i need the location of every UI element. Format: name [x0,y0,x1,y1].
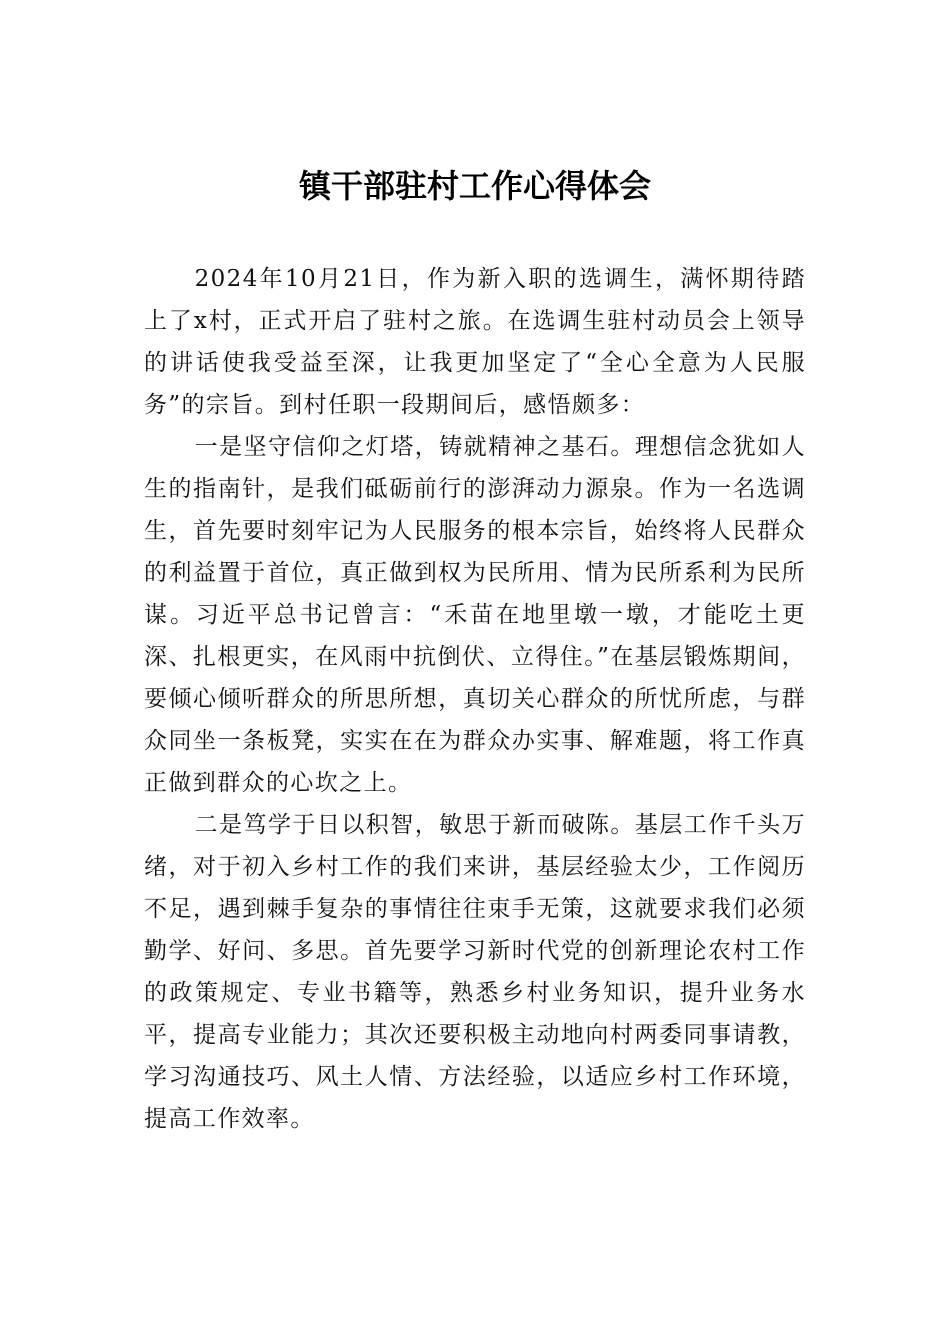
paragraph-point-one-heading: 一是坚守信仰之灯塔，铸就精神之基石。 [194,434,635,460]
paragraph-point-one [144,426,806,804]
paragraph-intro-text: 2024年10月21日，作为新入职的选调生，满怀期待踏上了x村，正式开启了驻村之旅。在选调生驻村动员会上领导的讲话使我受益至深，让我更加坚定了“全心全意为人民服务”的宗旨。到村任职一段期间后，感悟颇多： [144,266,806,418]
paragraph-point-one-text: 理想信念犹如人生的指南针，是我们砥砺前行的澎湃动力源泉。作为一名选调生，首先要时刻牢记为人民服务的根本宗旨，始终将人民群众的利益置于首位，真正做到权为民所用、情为民所系利为民所谋。习近平总书记曾言：“禾苗在地里墩一墩，才能吃土更深、扎根更实，在风雨中抗倒伏、立得住。”在基层锻炼期间，要倾心倾听群众的所思所想，真切关心群众的所忧所虑，与群众同坐一条板凳，实实在在为群众办实事、解难题，将工作真正做到群众的心坎之上。 [144,434,806,796]
paragraph-point-two-text: 基层工作千头万绪，对于初入乡村工作的我们来讲，基层经验太少，工作阅历不足，遇到棘手复杂的事情往往束手无策，这就要求我们必须勤学、好问、多思。首先要学习新时代党的创新理论农村工作的政策规定、专业书籍等，熟悉乡村业务知识，提升业务水平，提高专业能力；其次还要积极主动地向村两委同事请教，学习沟通技巧、风土人情、方法经验，以适应乡村工作环境，提高工作效率。 [144,812,806,1132]
document-body [144,258,806,1140]
document-title: 镇干部驻村工作心得体会 [298,167,651,205]
paragraph-intro [144,258,806,426]
paragraph-point-two-heading: 二是笃学于日以积智，敏思于新而破陈。 [194,812,635,838]
paragraph-point-two [144,804,806,1140]
